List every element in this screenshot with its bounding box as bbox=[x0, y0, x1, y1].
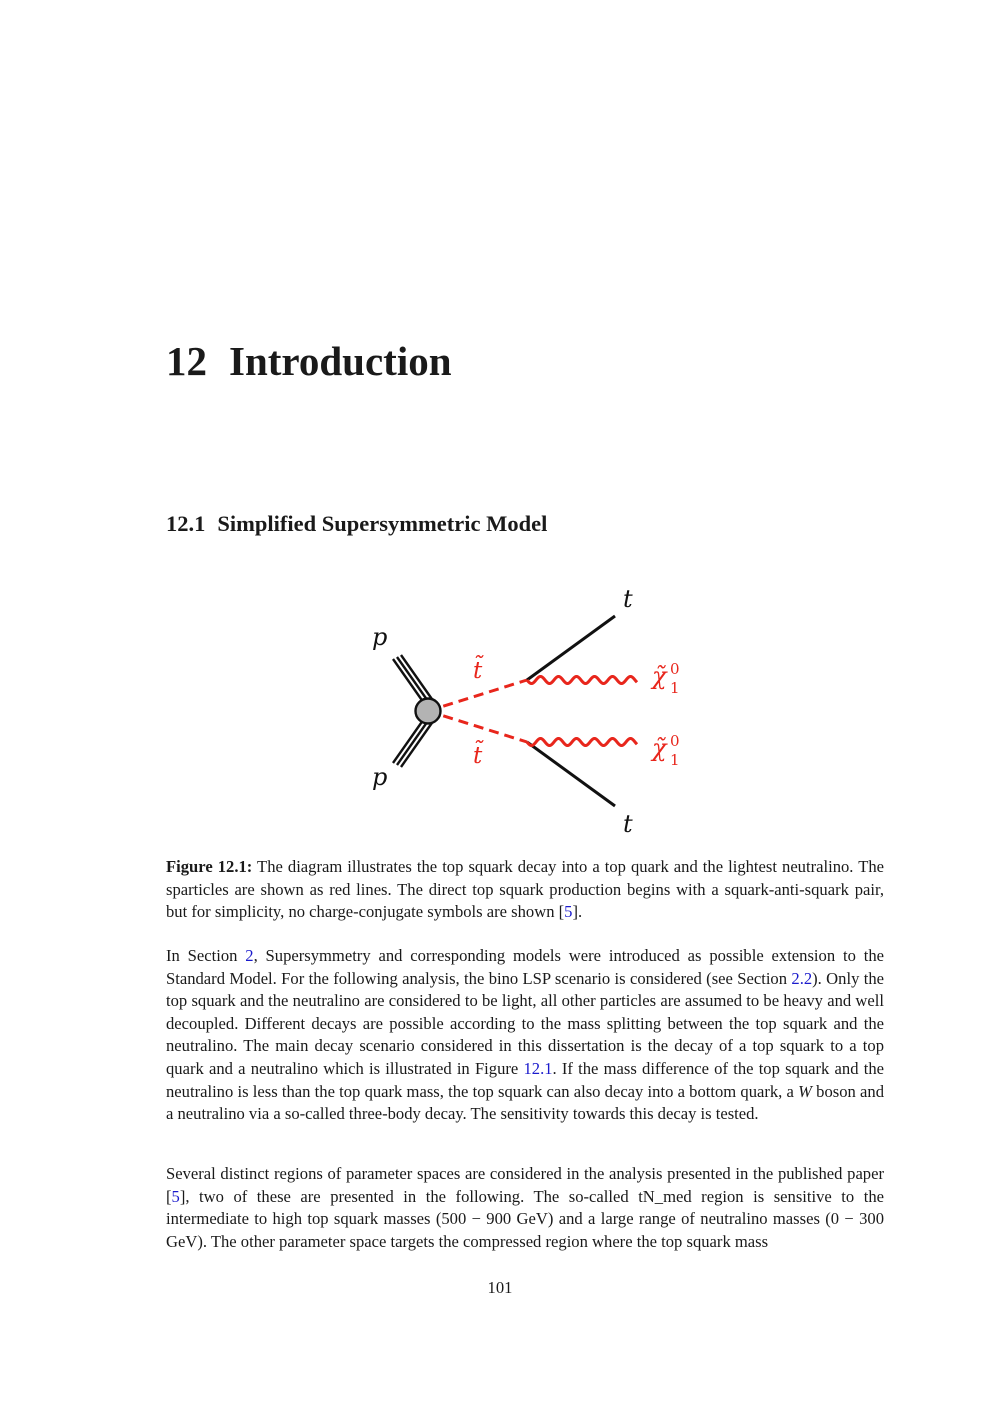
label-neutralino-bottom-symbol: χ̃ bbox=[652, 734, 667, 762]
label-neutralino-bottom-sub: 1 bbox=[670, 751, 680, 769]
section-link[interactable]: 2.2 bbox=[791, 968, 813, 988]
neutralino-top-line bbox=[527, 677, 637, 684]
paragraph-text: In Section bbox=[166, 946, 246, 965]
label-stop-bottom: t̃ bbox=[473, 743, 483, 769]
label-neutralino-top bbox=[650, 660, 680, 697]
paragraph-text: , Supersymmetry and corresponding models were introduced as possible extension to the Standard Model. For the following analysis, the bino LSP scenario is considered (see Section bbox=[166, 946, 884, 988]
stop-top-line bbox=[428, 680, 527, 711]
label-neutralino-bottom-sup: 0 bbox=[670, 732, 680, 750]
paragraph-text: Several distinct regions of parameter spaces are considered in the analysis presented in the published paper [ bbox=[166, 1164, 884, 1206]
label-t-top: t bbox=[623, 585, 633, 613]
chapter-title-text: Introduction bbox=[229, 338, 452, 384]
paragraph-text: ], two of these are presented in the following. The so-called tN_med region is sensitive to the intermediate to high top squark masses (500 − 900 GeV) and a large range of neutralino masses (0 − 300 GeV). The other parameter space targets the compressed region where the top squark mass bbox=[166, 1186, 884, 1251]
figure-caption-label: Figure 12.1: bbox=[166, 857, 253, 876]
section-title bbox=[166, 510, 547, 538]
chapter-title bbox=[166, 336, 452, 386]
w-boson-symbol: W bbox=[798, 1081, 812, 1101]
figure-caption-end: ]. bbox=[572, 902, 583, 922]
citation-link[interactable]: 5 bbox=[564, 902, 573, 922]
production-vertex bbox=[416, 699, 441, 724]
label-p-bottom: p bbox=[372, 763, 388, 791]
paragraph-text: ). Only the top squark and the neutralino are considered to be light, all other particles are assumed to be heavy and well decoupled. Different decays are possible according to the mass splitting between the top squark and the neutralino. The main decay scenario considered in this dissertation is the decay of a top squark to a top quark and a neutralino which is illustrated in Figure bbox=[166, 968, 884, 1078]
page-number: 101 bbox=[487, 1278, 513, 1297]
neutralino-bottom-line bbox=[527, 739, 637, 746]
section-number: 12.1 bbox=[166, 511, 206, 536]
chapter-number: 12 bbox=[166, 338, 207, 384]
label-t-bottom: t bbox=[623, 810, 633, 838]
paragraph-text: . If the mass difference of the top squark and the neutralino is less than the top quark mass, the top squark can also decay into a bottom quark, a bbox=[166, 1058, 884, 1101]
feynman-diagram bbox=[340, 580, 700, 840]
label-neutralino-top-sub: 1 bbox=[670, 679, 680, 697]
section-title-text: Simplified Supersymmetric Model bbox=[217, 511, 548, 536]
label-neutralino-top-sup: 0 bbox=[670, 660, 680, 678]
figure-caption-text: The diagram illustrates the top squark decay into a top quark and the lightest neutralino. The sparticles are shown as red lines. The direct top squark production begins with a squark-anti-squark pair, but for simplicity, no charge-conjugate symbols are shown [ bbox=[166, 857, 884, 922]
figure-caption bbox=[166, 856, 884, 924]
label-neutralino-bottom bbox=[650, 732, 680, 769]
label-neutralino-top-symbol: χ̃ bbox=[652, 662, 667, 690]
label-p-top: p bbox=[372, 623, 388, 651]
body-paragraph bbox=[166, 1163, 884, 1253]
section-link[interactable]: 2 bbox=[245, 946, 254, 965]
paragraph-text: boson and a neutralino via a so-called three-body decay. The sensitivity towards this decay is tested. bbox=[166, 1081, 885, 1124]
label-stop-top: t̃ bbox=[473, 658, 483, 684]
stop-bottom-line bbox=[428, 711, 527, 742]
top-quark-top-line bbox=[527, 616, 615, 680]
body-paragraph bbox=[166, 945, 884, 1126]
figure-link[interactable]: 12.1 bbox=[523, 1058, 553, 1078]
top-quark-bottom-line bbox=[527, 742, 615, 806]
citation-link[interactable]: 5 bbox=[171, 1186, 180, 1206]
